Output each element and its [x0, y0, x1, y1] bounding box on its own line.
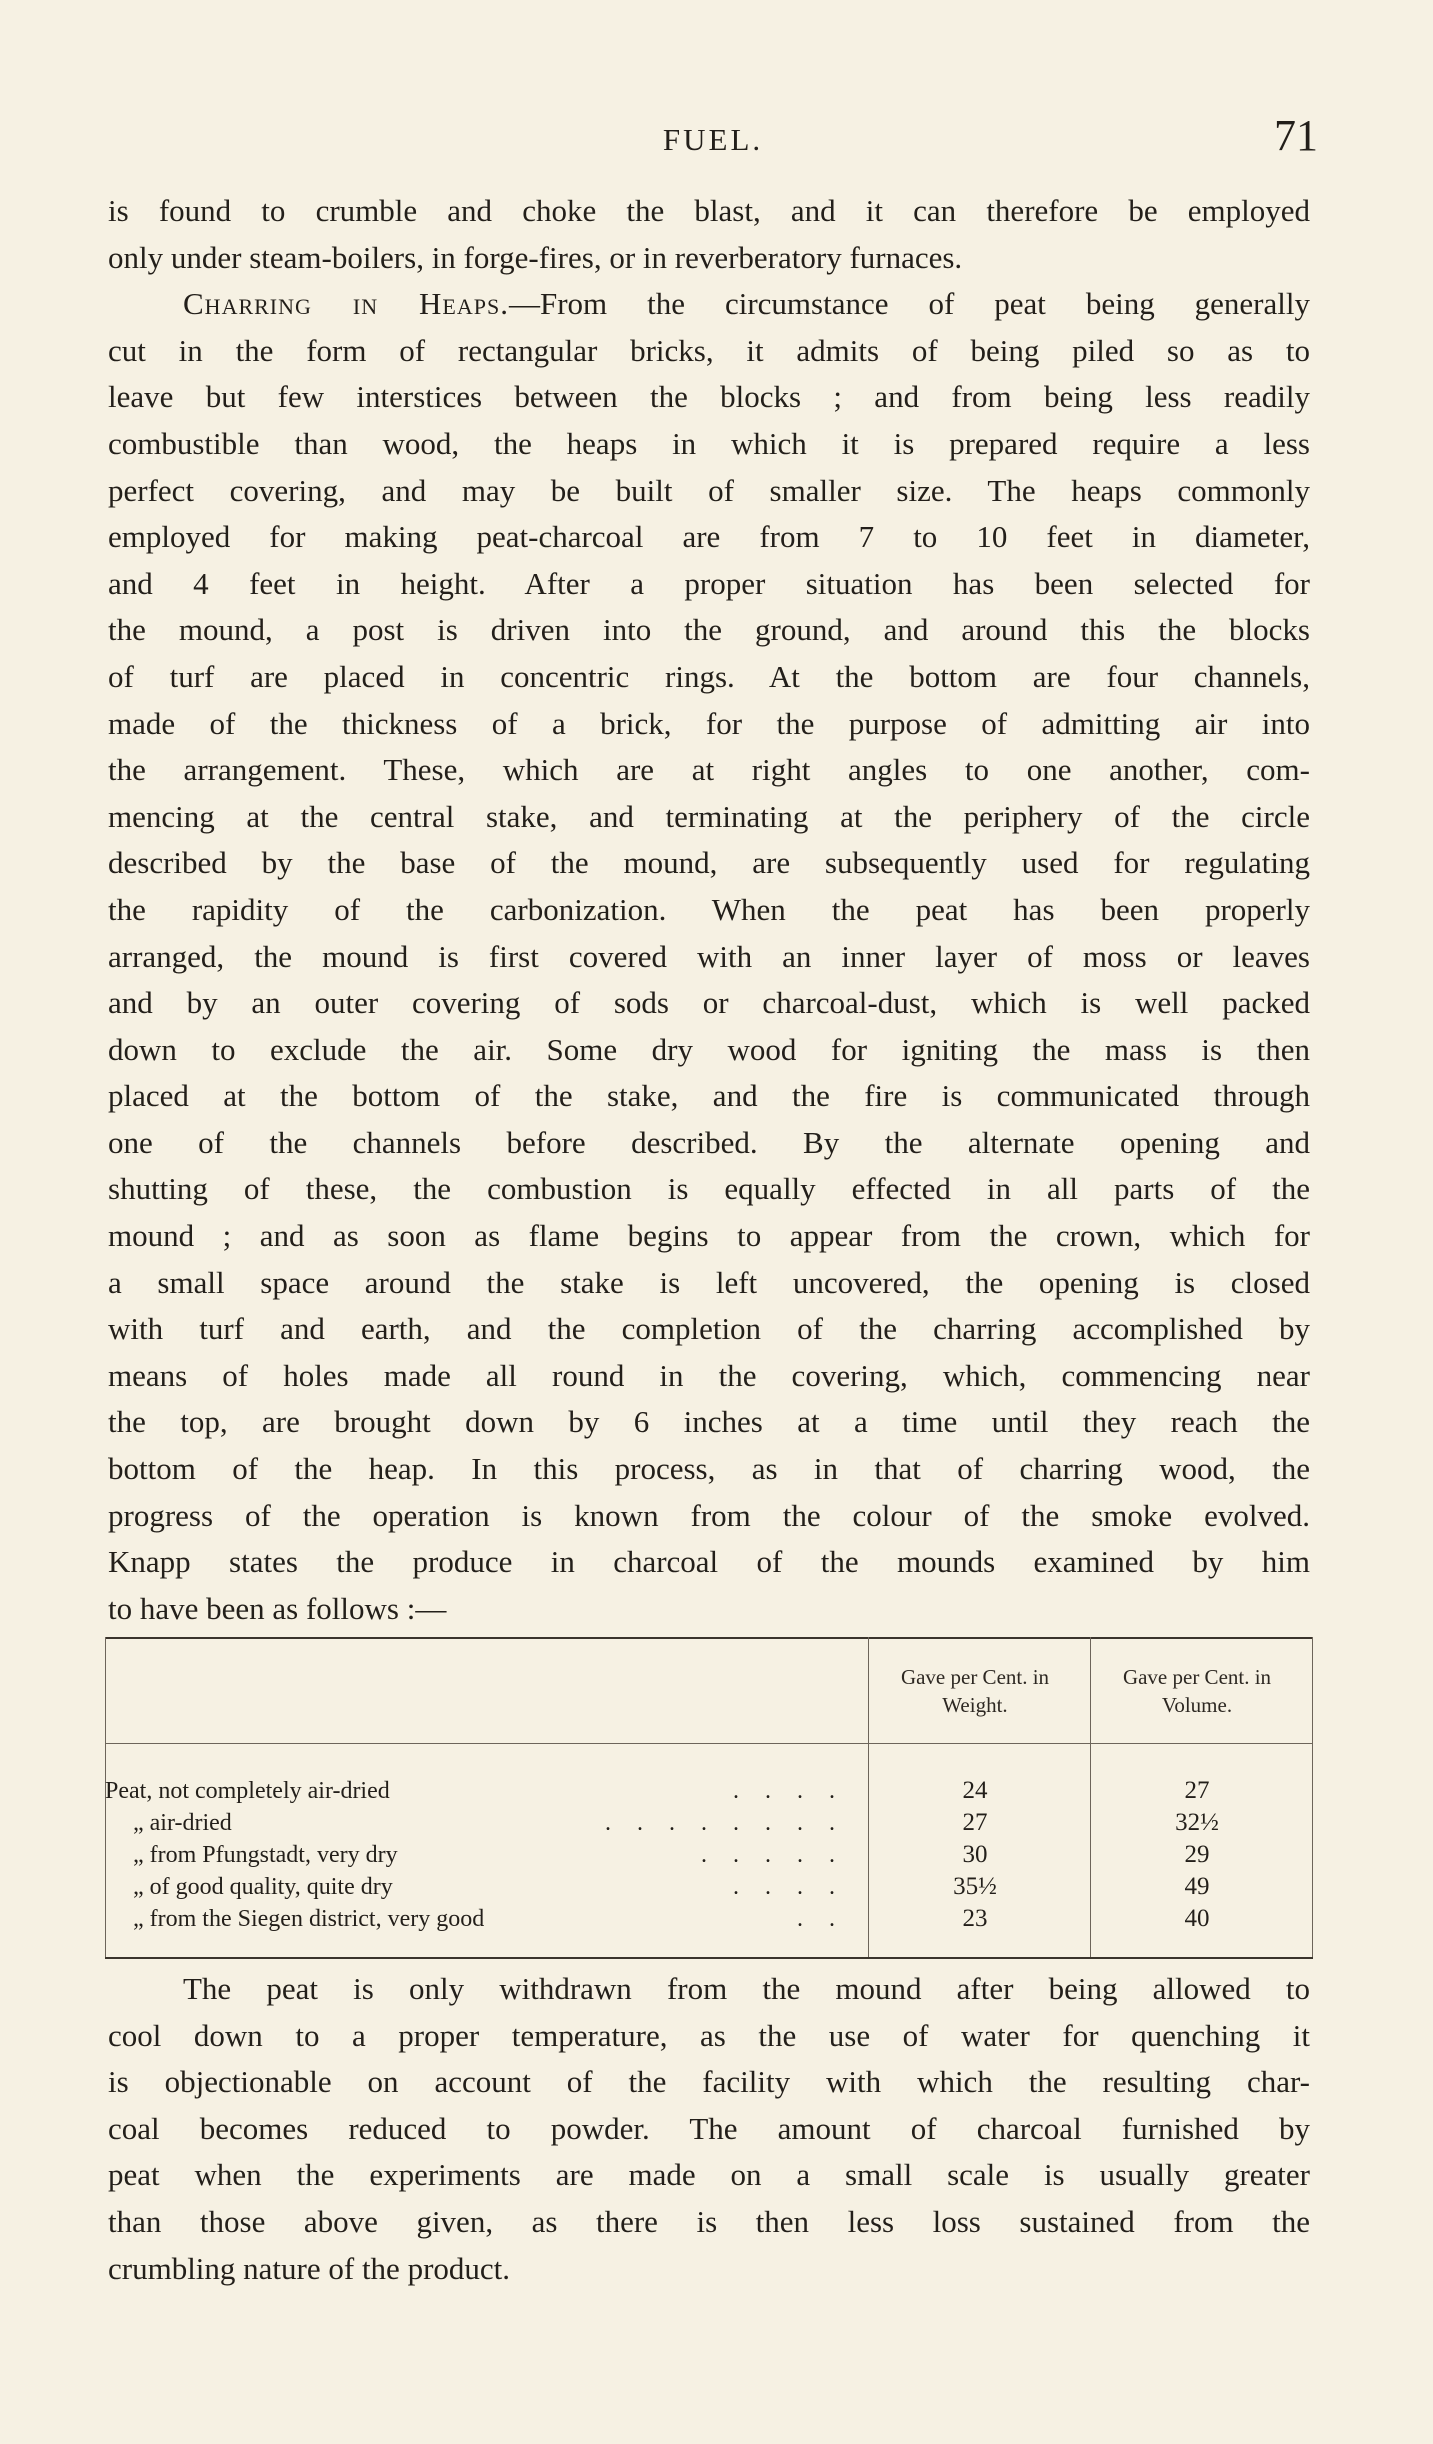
cell-weight: 30	[962, 1841, 988, 1868]
cell-volume: 29	[1184, 1841, 1210, 1868]
text-line: leave but few interstices between the blocks ; and from being less readily	[108, 379, 1310, 415]
table-row	[105, 1807, 1313, 1839]
row-label: „ from Pfungstadt, very dry	[133, 1842, 398, 1868]
text-line: the top, are brought down by 6 inches at a time until they reach the	[108, 1404, 1310, 1440]
cell-weight: 27	[962, 1809, 988, 1836]
running-title: FUEL.	[662, 122, 764, 157]
cell-volume: 27	[1184, 1777, 1210, 1804]
row-label: „ of good quality, quite dry	[133, 1874, 393, 1900]
text-line: a small space around the stake is left uncovered, the opening is closed	[108, 1264, 1310, 1300]
text-line: employed for making peat-charcoal are from 7 to 10 feet in diameter,	[108, 519, 1310, 555]
text-line: mencing at the central stake, and terminating at the periphery of the circle	[108, 798, 1310, 834]
page-number: 71	[1274, 111, 1318, 160]
text-line: The peat is only withdrawn from the mound after being allowed to	[183, 1971, 1310, 2006]
table-row	[105, 1871, 1313, 1903]
table-bottom-rule	[105, 1957, 1313, 1959]
text-line: made of the thickness of a brick, for the purpose of admitting air into	[108, 705, 1310, 741]
text-line: coal becomes reduced to powder. The amount of charcoal furnished by	[108, 2110, 1310, 2146]
text-line: and by an outer covering of sods or charcoal-dust, which is well packed	[108, 985, 1310, 1021]
cell-weight: 24	[962, 1777, 988, 1804]
paragraph-3	[108, 1966, 1310, 2292]
heading-line-text: —From the circumstance of peat being generally	[508, 286, 1310, 322]
text-line: combustible than wood, the heaps in which it is prepared require a less	[108, 425, 1310, 461]
text-block-lower	[108, 1966, 1310, 2292]
text-line: only under steam-boilers, in forge-fires, or in reverberatory furnaces.	[108, 239, 963, 275]
column-header-volume: Gave per Cent. in Volume.	[1122, 1665, 1272, 1717]
text-line: bottom of the heap. In this process, as in that of charring wood, the	[108, 1451, 1310, 1487]
text-line: down to exclude the air. Some dry wood for igniting the mass is then	[108, 1031, 1310, 1067]
row-label: „ from the Siegen district, very good	[133, 1906, 485, 1932]
section-heading: Charring in Heaps.	[183, 286, 509, 322]
charcoal-yield-table	[105, 1637, 1313, 1959]
text-line: arranged, the mound is first covered with an inner layer of moss or leaves	[108, 938, 1310, 974]
text-line: placed at the bottom of the stake, and the fire is communicated through	[108, 1078, 1310, 1114]
text-line: described by the base of the mound, are subsequently used for regulating	[108, 845, 1310, 881]
text-line	[108, 281, 1310, 328]
dot-leader: . . . . . . . .	[605, 1810, 845, 1836]
text-line: with turf and earth, and the completion of the charring accomplished by	[108, 1311, 1310, 1347]
text-line: peat when the experiments are made on a small scale is usually greater	[108, 2157, 1310, 2193]
text-line: the rapidity of the carbonization. When the peat has been properly	[108, 891, 1310, 927]
dot-leader: . .	[797, 1906, 845, 1932]
text-line: crumbling nature of the product.	[108, 2250, 511, 2286]
table-row	[105, 1775, 1313, 1807]
text-line: than those above given, as there is then less loss sustained from the	[108, 2203, 1310, 2239]
text-line: progress of the operation is known from the colour of the smoke evolved.	[108, 1497, 1310, 1533]
paragraph-1	[108, 188, 1310, 281]
text-line: and 4 feet in height. After a proper situation has been selected for	[108, 565, 1310, 601]
text-line: the arrangement. These, which are at right angles to one another, com-	[108, 752, 1310, 788]
row-label: „ air-dried	[133, 1810, 232, 1836]
cell-volume: 32½	[1175, 1809, 1219, 1836]
text-block-upper	[108, 188, 1310, 1632]
text-line: Knapp states the produce in charcoal of the mounds examined by him	[108, 1544, 1310, 1580]
table-row	[105, 1903, 1313, 1935]
cell-weight: 35½	[953, 1873, 997, 1900]
dot-leader: . . . . .	[701, 1842, 845, 1868]
table-header-rule	[105, 1743, 1313, 1744]
column-header-weight: Gave per Cent. in Weight.	[900, 1665, 1050, 1717]
text-line: cut in the form of rectangular bricks, it admits of being piled so as to	[108, 332, 1310, 368]
dot-leader: . . . .	[733, 1874, 845, 1900]
text-line: one of the channels before described. By the alternate opening and	[108, 1124, 1310, 1160]
text-line: to have been as follows :—	[108, 1590, 447, 1626]
text-line: means of holes made all round in the covering, which, commencing near	[108, 1357, 1310, 1393]
cell-weight: 23	[962, 1905, 988, 1932]
dot-leader: . . . .	[733, 1778, 845, 1804]
row-label: Peat, not completely air-dried	[105, 1778, 390, 1804]
text-line: is objectionable on account of the facility with which the resulting char-	[108, 2064, 1310, 2100]
running-head	[108, 111, 1318, 178]
text-line: is found to crumble and choke the blast, and it can therefore be employed	[108, 193, 1310, 228]
cell-volume: 49	[1184, 1873, 1210, 1900]
paragraph-2	[108, 281, 1310, 1632]
text-line: cool down to a proper temperature, as the use of water for quenching it	[108, 2017, 1310, 2053]
table-top-rule	[105, 1637, 1313, 1639]
text-line: of turf are placed in concentric rings. At the bottom are four channels,	[108, 658, 1310, 694]
cell-volume: 40	[1184, 1905, 1210, 1932]
text-line: mound ; and as soon as flame begins to appear from the crown, which for	[108, 1218, 1310, 1254]
text-line: perfect covering, and may be built of smaller size. The heaps commonly	[108, 472, 1310, 508]
text-line: shutting of these, the combustion is equally effected in all parts of the	[108, 1171, 1310, 1207]
table-row	[105, 1839, 1313, 1871]
text-line: the mound, a post is driven into the ground, and around this the blocks	[108, 612, 1310, 648]
